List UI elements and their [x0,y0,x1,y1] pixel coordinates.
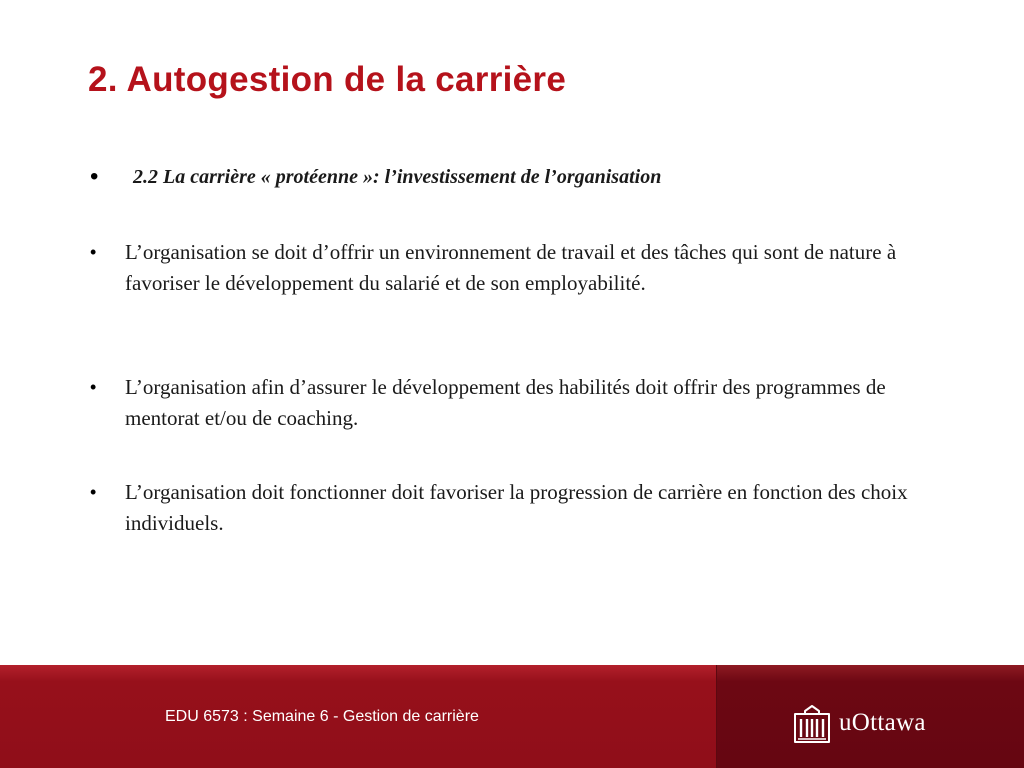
bullet-marker: • [90,482,97,502]
bullet-text: L’organisation se doit d’offrir un environnement de travail et des tâches qui sont de nature à favoriser le développement du salarié et de son employabilité. [125,240,897,295]
logo-wordmark: uOttawa [839,709,926,736]
footer-bar [0,665,1024,768]
university-building-icon [793,704,831,744]
bullet-marker: • [90,242,97,262]
footer-course-text: EDU 6573 : Semaine 6 - Gestion de carrière [165,708,479,725]
slide-title: 2. Autogestion de la carrière [88,60,567,99]
bullet-text: L’organisation doit fonctionner doit favoriser la progression de carrière en fonction des choix individuels. [125,480,908,535]
bullet-text: L’organisation afin d’assurer le développement des habilités doit offrir des programmes de mentorat et/ou de coaching. [125,375,886,430]
bullet-subheading-text: 2.2 La carrière « protéenne »: l’investissement de l’organisation [133,166,662,188]
bullet-marker: • [90,377,97,397]
footer-divider [716,665,717,768]
uottawa-logo [793,702,963,746]
bullet-marker: • [90,163,99,190]
